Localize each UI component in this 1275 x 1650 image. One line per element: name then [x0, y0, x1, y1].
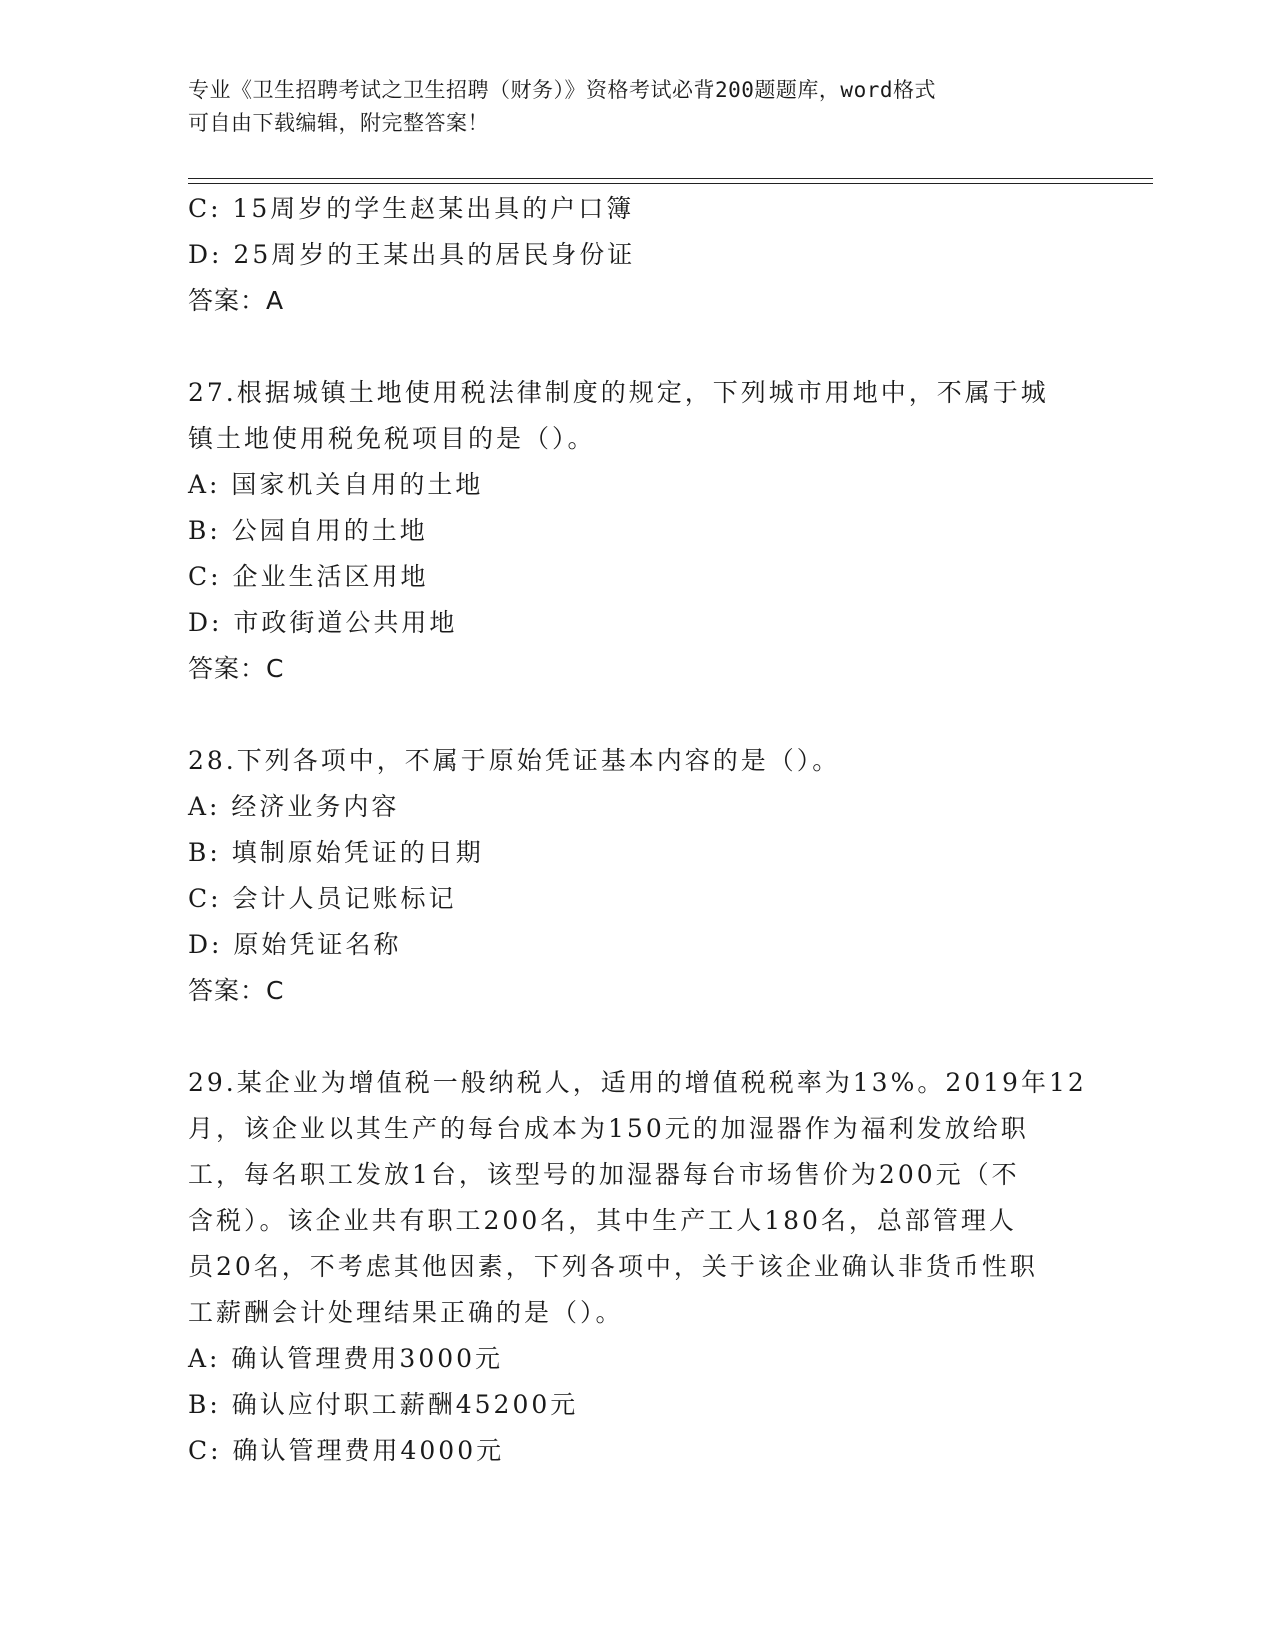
header-line-2: 可自由下载编辑，附完整答案！	[188, 111, 489, 135]
spacer	[188, 1014, 1088, 1060]
header-divider	[188, 178, 1153, 184]
question-stem-line: 27.根据城镇土地使用税法律制度的规定，下列城市用地中，不属于城	[188, 378, 1049, 407]
document-header	[188, 74, 1088, 140]
option-a: A: 确认管理费用3000元	[188, 1344, 504, 1373]
option-d: D: 25周岁的王某出具的居民身份证	[188, 240, 636, 269]
option-c: C: 确认管理费用4000元	[188, 1436, 505, 1465]
question-28	[188, 738, 1088, 1014]
question-26-tail	[188, 186, 1088, 324]
spacer	[188, 692, 1088, 738]
option-b: B: 公园自用的土地	[188, 516, 428, 545]
question-stem-line: 工，每名职工发放1台，该型号的加湿器每台市场售价为200元（不	[188, 1160, 1020, 1189]
question-stem-line: 含税）。该企业共有职工200名，其中生产工人180名，总部管理人	[188, 1206, 1017, 1235]
answer-label: 答案：A	[188, 286, 285, 315]
question-27	[188, 370, 1088, 692]
question-29	[188, 1060, 1088, 1474]
option-b: B: 确认应付职工薪酬45200元	[188, 1390, 579, 1419]
question-stem-line: 月，该企业以其生产的每台成本为150元的加湿器作为福利发放给职	[188, 1114, 1029, 1143]
spacer	[188, 324, 1088, 370]
option-b: B: 填制原始凭证的日期	[188, 838, 484, 867]
question-stem-line: 29.某企业为增值税一般纳税人，适用的增值税税率为13%。2019年12	[188, 1068, 1087, 1097]
question-stem-line: 28.下列各项中，不属于原始凭证基本内容的是（）。	[188, 746, 841, 775]
question-list	[188, 186, 1088, 1474]
question-stem-line: 员20名，不考虑其他因素，下列各项中，关于该企业确认非货币性职	[188, 1252, 1038, 1281]
option-d: D: 原始凭证名称	[188, 930, 402, 959]
answer-label: 答案：C	[188, 654, 285, 683]
option-c: C: 会计人员记账标记	[188, 884, 457, 913]
question-stem-line: 工薪酬会计处理结果正确的是（）。	[188, 1298, 624, 1327]
header-line-1: 专业《卫生招聘考试之卫生招聘（财务）》资格考试必背200题题库，word格式	[188, 78, 936, 102]
option-d: D: 市政街道公共用地	[188, 608, 458, 637]
option-a: A: 国家机关自用的土地	[188, 470, 484, 499]
option-a: A: 经济业务内容	[188, 792, 400, 821]
question-stem-line: 镇土地使用税免税项目的是（）。	[188, 424, 596, 453]
answer-label: 答案：C	[188, 976, 285, 1005]
option-c: C: 企业生活区用地	[188, 562, 429, 591]
option-c: C: 15周岁的学生赵某出具的户口簿	[188, 194, 635, 223]
